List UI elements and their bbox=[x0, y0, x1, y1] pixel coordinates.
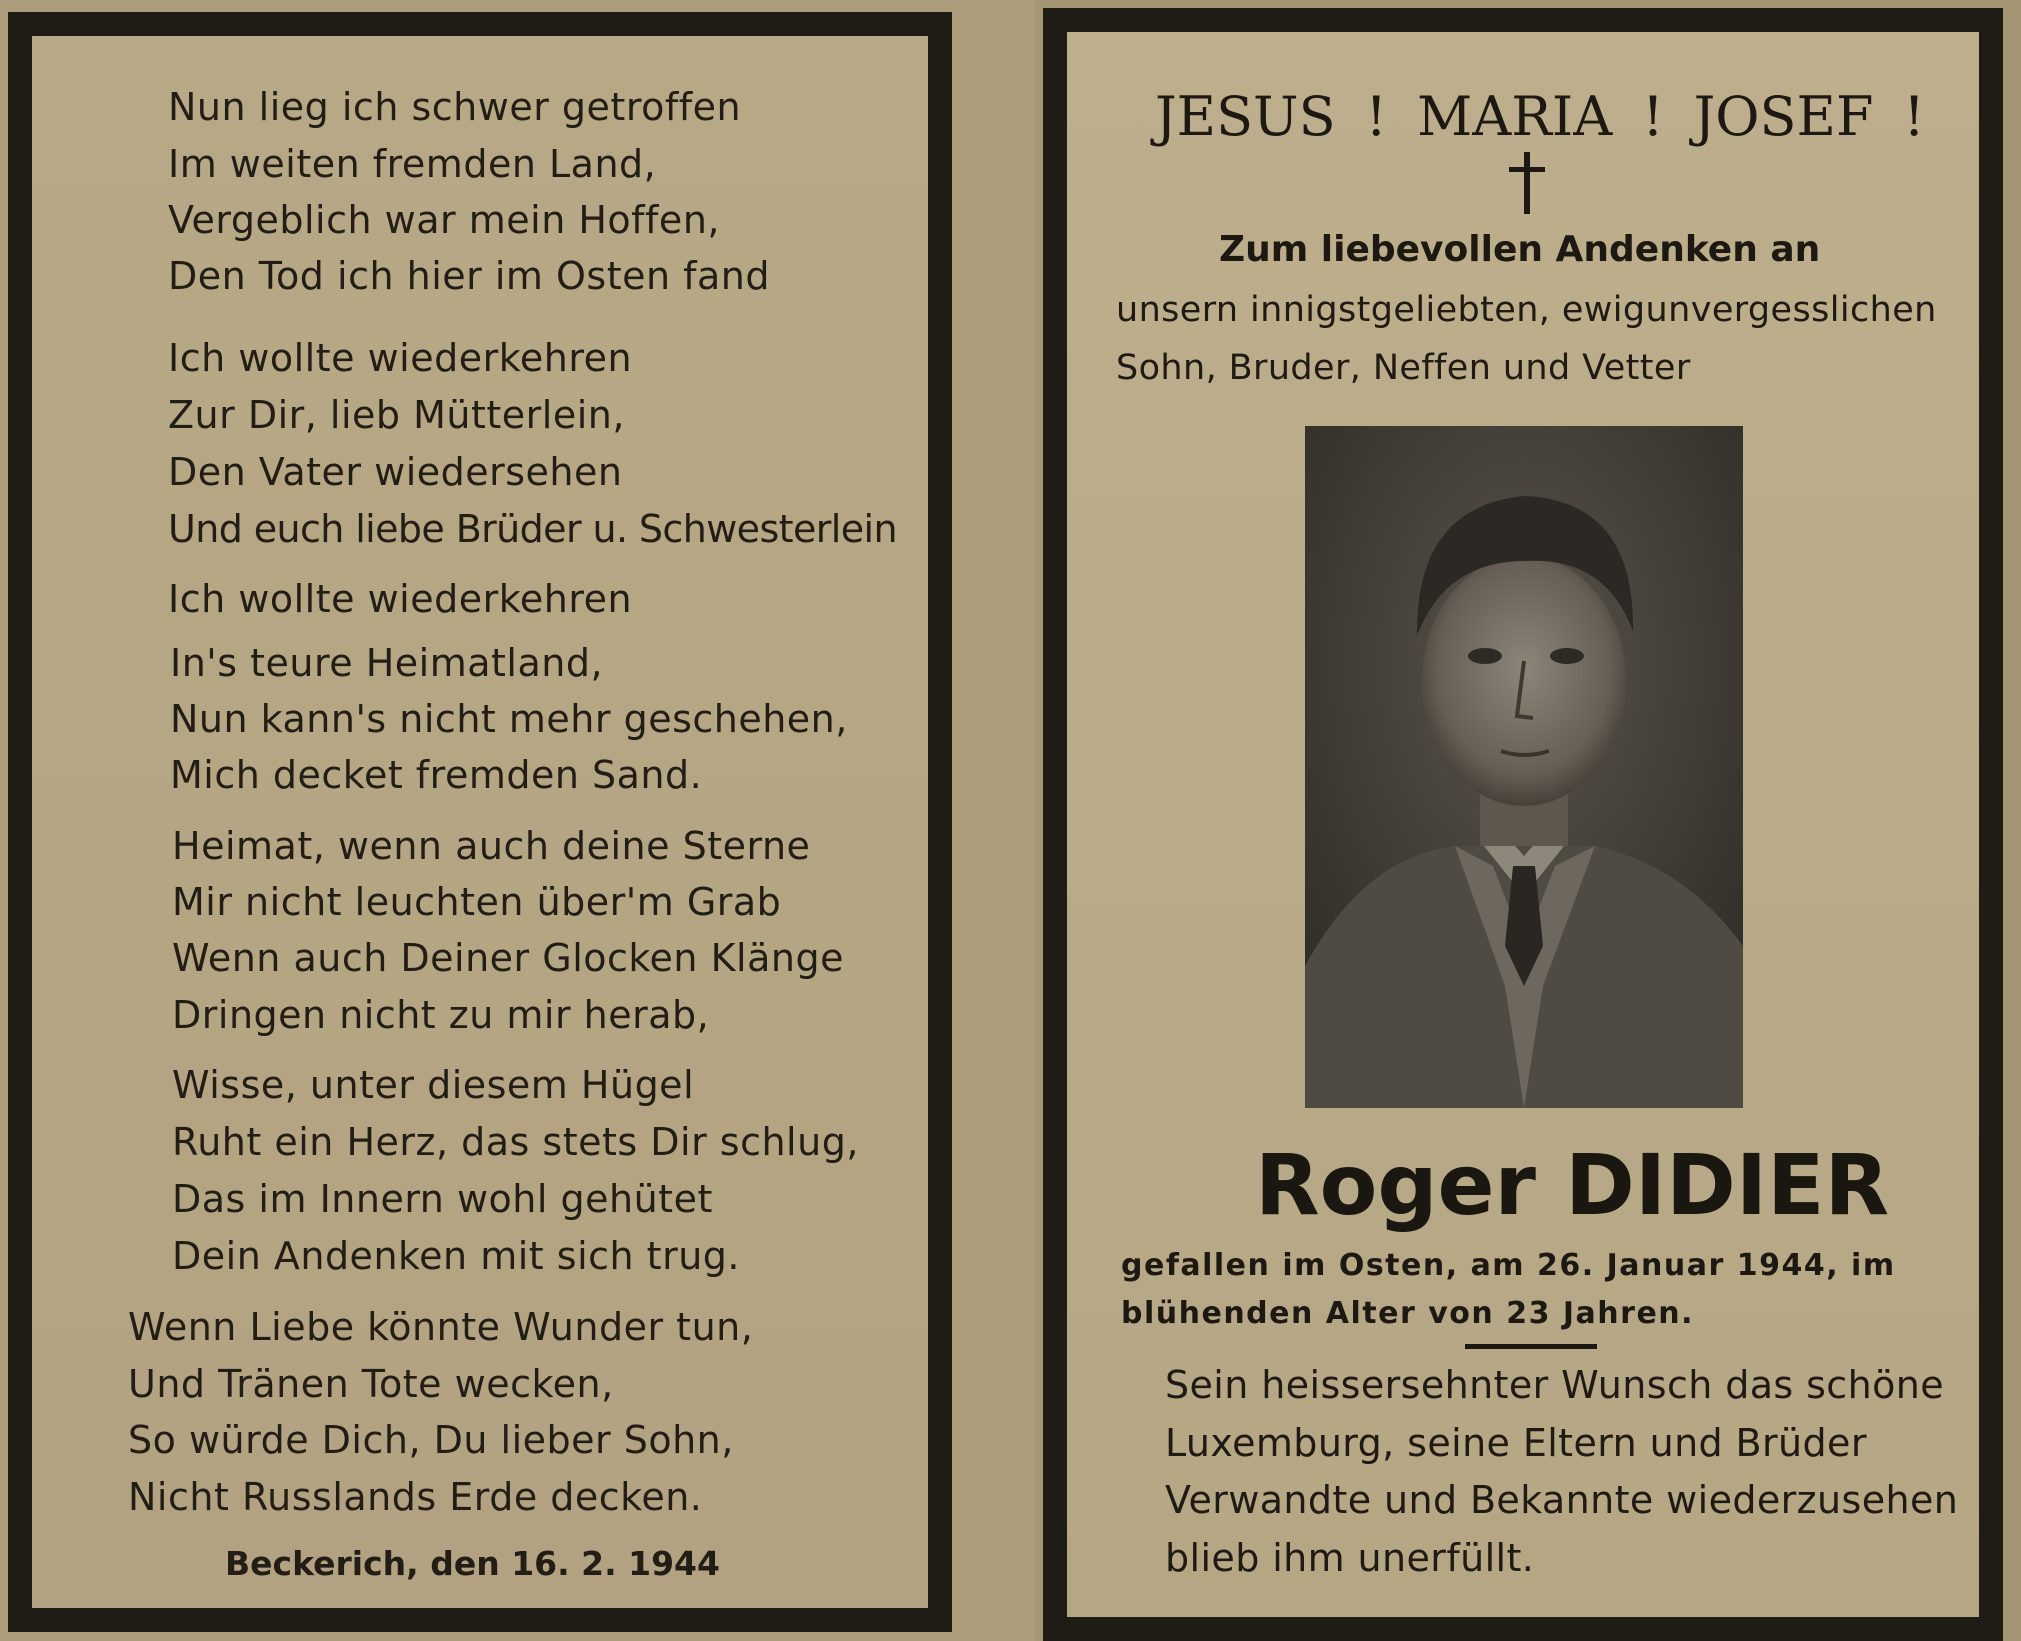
poem-line: Wenn auch Deiner Glocken Klänge bbox=[172, 936, 844, 980]
poem-line: Mir nicht leuchten über'm Grab bbox=[172, 880, 782, 924]
portrait-photo bbox=[1305, 426, 1743, 1108]
final-wish-line: Luxemburg, seine Eltern und Brüder bbox=[1165, 1421, 1867, 1465]
poem-line: So würde Dich, Du lieber Sohn, bbox=[128, 1418, 734, 1462]
portrait-person-icon bbox=[1305, 426, 1743, 1108]
memorial-heading: Zum liebevollen Andenken an bbox=[1219, 229, 1821, 270]
poem-line: Mich decket fremden Sand. bbox=[170, 753, 703, 797]
poem-line: Das im Innern wohl gehütet bbox=[172, 1177, 713, 1221]
invocation-word: MARIA bbox=[1416, 85, 1613, 148]
final-wish-line: Verwandte und Bekannte wiederzusehen bbox=[1165, 1478, 1959, 1522]
poem-line: Dein Andenken mit sich trug. bbox=[172, 1234, 740, 1278]
memorial-dedication-line: unsern innigstgeliebten, ewigunvergesslichen bbox=[1116, 290, 1937, 330]
final-wish-line: Sein heissersehnter Wunsch das schöne bbox=[1165, 1363, 1944, 1407]
invocation-mark: ! bbox=[1642, 85, 1664, 148]
poem-line: Heimat, wenn auch deine Sterne bbox=[172, 824, 811, 868]
poem-line: In's teure Heimatland, bbox=[170, 641, 604, 685]
death-details-line: gefallen im Osten, am 26. Januar 1944, im bbox=[1121, 1248, 1896, 1283]
poem-line: Ruht ein Herz, das stets Dir schlug, bbox=[172, 1120, 859, 1164]
latin-cross-icon bbox=[1503, 152, 1551, 214]
poem-line: Im weiten fremden Land, bbox=[168, 142, 657, 186]
poem-line: Den Vater wiedersehen bbox=[168, 450, 623, 494]
poem-line: Zur Dir, lieb Mütterlein, bbox=[168, 393, 625, 437]
poem-line: Dringen nicht zu mir herab, bbox=[172, 993, 710, 1037]
memorial-dedication-line: Sohn, Bruder, Neffen und Vetter bbox=[1116, 348, 1691, 388]
invocation-heading bbox=[1155, 85, 1925, 148]
invocation-mark: ! bbox=[1903, 85, 1925, 148]
poem-line: Wisse, unter diesem Hügel bbox=[172, 1063, 695, 1107]
invocation-mark: ! bbox=[1365, 85, 1388, 148]
place-and-date: Beckerich, den 16. 2. 1944 bbox=[225, 1544, 720, 1583]
poem-line: Den Tod ich hier im Osten fand bbox=[168, 254, 771, 298]
deceased-name: Roger DIDIER bbox=[1255, 1136, 1890, 1234]
poem-line: Nun lieg ich schwer getroffen bbox=[168, 85, 742, 129]
poem-line: Ich wollte wiederkehren bbox=[168, 336, 633, 380]
poem-line: Und euch liebe Brüder u. Schwesterlein bbox=[168, 507, 897, 551]
death-details-line: blühenden Alter von 23 Jahren. bbox=[1121, 1296, 1695, 1331]
invocation-word: JESUS bbox=[1155, 85, 1336, 148]
poem-line: Nicht Russlands Erde decken. bbox=[128, 1475, 703, 1519]
poem-line: Und Tränen Tote wecken, bbox=[128, 1362, 614, 1406]
divider-rule bbox=[1465, 1344, 1597, 1349]
poem-line: Wenn Liebe könnte Wunder tun, bbox=[128, 1305, 754, 1349]
poem-line: Ich wollte wiederkehren bbox=[168, 577, 633, 621]
final-wish-line: blieb ihm unerfüllt. bbox=[1165, 1536, 1535, 1580]
poem-line: Nun kann's nicht mehr geschehen, bbox=[170, 697, 848, 741]
poem-line: Vergeblich war mein Hoffen, bbox=[168, 198, 720, 242]
invocation-word: JOSEF bbox=[1693, 85, 1874, 148]
